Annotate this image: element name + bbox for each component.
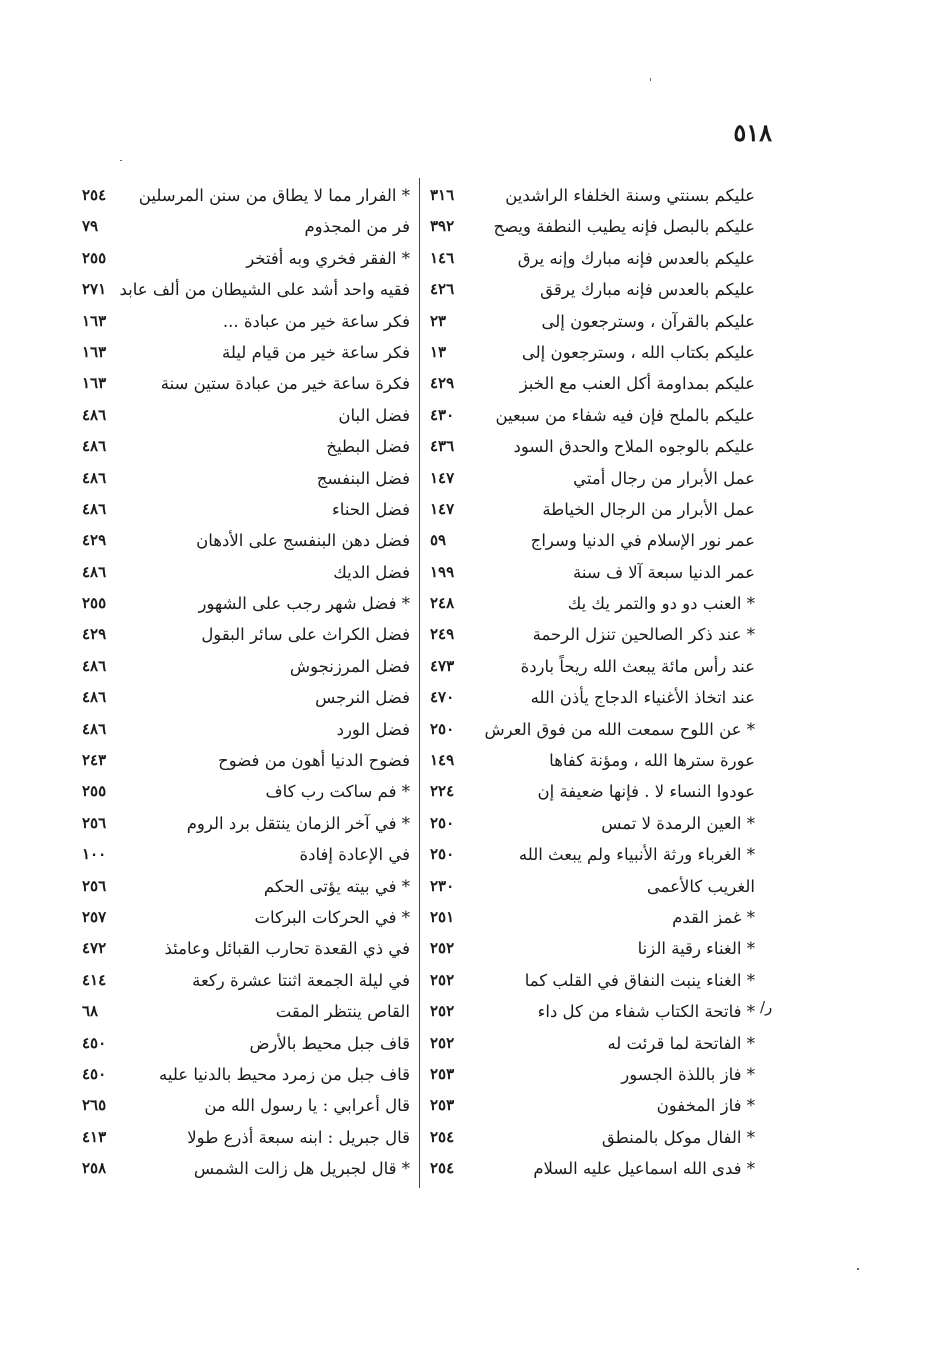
index-entry [80,588,410,619]
entry-text: * في آخر الزمان ينتقل برد الروم [186,813,410,833]
entry-page-number: ٤٥٠ [82,1033,107,1052]
entry-page-number: ٤٨٦ [82,562,107,581]
entry-text: * فاز المخفون [656,1096,755,1116]
entry-page-number: ١٠٠ [82,845,107,864]
entry-page-number: ١٦٣ [82,311,107,330]
page-number: ٥١٨ [733,118,772,147]
index-entry [80,211,410,242]
index-entry [80,1028,410,1059]
entry-page-number: ٧٩ [82,217,99,236]
entry-page-number: ٤١٣ [82,1127,107,1146]
column-divider [419,178,420,1188]
index-entry [430,494,755,525]
entry-page-number: ٢٥٦ [82,876,107,895]
index-entry [80,776,410,807]
entry-page-number: ٢٥٤ [430,1127,455,1146]
entry-page-number: ٢٧١ [82,280,107,299]
entry-text: * غمز القدم [672,907,755,927]
entry-page-number: ٢٥٢ [430,1033,455,1052]
entry-page-number: ٤٨٦ [82,656,107,675]
entry-text: * فاز باللذة الجسور [621,1064,755,1084]
entry-text: عليكم بالعدس فإنه مبارك وإنه يرق [517,248,755,268]
index-column-left [80,180,410,1185]
entry-text: فضل الديك [333,562,410,582]
index-entry [80,525,410,556]
index-entry [80,714,410,745]
entry-page-number: ٢٥٨ [82,1159,107,1178]
index-entry [430,1122,755,1153]
entry-page-number: ٢٥٣ [430,1096,455,1115]
index-entry [80,274,410,305]
index-entry [430,431,755,462]
index-entry [80,1090,410,1121]
entry-text: * الفقر فخري وبه أفتخر [246,248,410,268]
entry-page-number: ٢٥٥ [82,782,107,801]
index-entry [430,306,755,337]
entry-text: فر من المجذوم [304,217,410,237]
entry-text: عليكم بالبصل فإنه يطيب النطفة ويصح [493,217,755,237]
entry-text: فضل البطيخ [326,437,410,457]
index-entry [80,808,410,839]
entry-page-number: ٣٩٢ [430,217,455,236]
entry-text: فضل البان [338,405,410,425]
index-entry [430,1090,755,1121]
index-entry [80,463,410,494]
entry-page-number: ٢٥٧ [82,907,107,926]
index-entry [80,619,410,650]
index-entry [430,745,755,776]
index-entry [430,400,755,431]
index-entry [430,902,755,933]
index-entry [430,557,755,588]
index-entry [80,745,410,776]
entry-text: قاف جبل محيط بالأرض [249,1033,410,1053]
entry-page-number: ٢٥٠ [430,813,455,832]
entry-page-number: ١٤٦ [430,248,455,267]
entry-page-number: ٢٥٤ [430,1159,455,1178]
index-entry [80,337,410,368]
entry-text: فقيه واحد أشد على الشيطان من ألف عابد [119,280,410,300]
index-entry [430,1059,755,1090]
index-entry [430,337,755,368]
entry-text: في ليلة الجمعة اثنتا عشرة ركعة [192,970,410,990]
entry-text: * الفال موكل بالمنطق [601,1127,755,1147]
index-entry [430,714,755,745]
entry-text: * العنب دو دو والتمر يك يك [567,594,755,614]
index-entry [80,651,410,682]
index-entry [430,651,755,682]
entry-text: في الإعادة إفادة [299,845,410,865]
entry-text: * فم ساكت رب كاف [265,782,410,802]
entry-text: * عن اللوح سمعت الله من فوق العرش [484,719,755,739]
entry-page-number: ٤٢٩ [82,531,107,550]
entry-text: * الفرار مما لا يطاق من سنن المرسلين [138,186,410,205]
entry-text: عند اتخاذ الأغنياء الدجاج يأذن الله [530,688,755,708]
index-entry [430,965,755,996]
index-entry [430,996,755,1027]
entry-page-number: ٢٥٠ [430,719,455,738]
index-entry [80,431,410,462]
entry-text: * الغرباء ورثة الأنبياء ولم يبعث الله [518,845,755,865]
entry-text: فضل دهن البنفسج على الأدهان [196,531,410,551]
entry-page-number: ٤٨٦ [82,499,107,518]
entry-text: فضل النرجس [315,688,410,708]
entry-text: * العين الرمدة لا تمس [601,813,755,833]
entry-page-number: ٦٨ [82,1002,99,1021]
index-entry [80,180,410,211]
entry-page-number: ٢٥٠ [430,845,455,864]
entry-page-number: ٤٨٦ [82,719,107,738]
entry-text: فضل الحناء [332,499,410,519]
index-entry [430,243,755,274]
entry-text: عورة سترها الله ، ومؤنة كفاها [549,751,755,771]
index-entry [80,965,410,996]
entry-page-number: ٢٥٦ [82,813,107,832]
entry-text: * فضل شهر رجب على الشهور [198,594,410,614]
entry-page-number: ٢٤٨ [430,594,455,613]
entry-text: الغريب كالأعمى [646,876,755,896]
entry-page-number: ١٣ [430,342,447,361]
index-entry [430,682,755,713]
entry-text: عودوا النساء لا . فإنها ضعيفة إن [537,782,755,802]
entry-page-number: ٣١٦ [430,186,455,204]
entry-text: عليكم بمداومة أكل العنب مع الخبز [519,374,755,394]
entry-text: * فاتحة الكتاب شفاء من كل داء [537,1002,755,1022]
index-entry [80,933,410,964]
entry-page-number: ٢٥٥ [82,594,107,613]
entry-text: فكر ساعة خير من عبادة ... [222,311,410,331]
entry-text: * في بيته يؤتى الحكم [263,876,410,896]
entry-text: فضل الكراث على سائر البقول [201,625,410,645]
entry-text: * فدى الله اسماعيل عليه السلام [533,1159,755,1179]
entry-page-number: ١٤٧ [430,468,455,487]
entry-page-number: ٢٣ [430,311,447,330]
entry-text: * الغناء ينبت النفاق في القلب كما [524,970,755,990]
entry-text: * قال لجبريل هل زالت الشمس [193,1159,410,1179]
entry-page-number: ١٦٣ [82,342,107,361]
index-entry [80,682,410,713]
entry-page-number: ٤١٤ [82,970,107,989]
entry-text: عمل الأبرار من الرجال الخياطة [542,499,755,519]
index-entry [430,211,755,242]
entry-page-number: ١٩٩ [430,562,455,581]
index-entry [430,871,755,902]
entry-text: في ذي القعدة تحارب القبائل وعامئذ [164,939,410,959]
entry-page-number: ٤٧٣ [430,656,455,675]
index-entry [430,933,755,964]
index-entry [80,243,410,274]
entry-page-number: ٢٥٤ [82,186,107,204]
entry-text: عليكم بالقرآن ، وسترجعون إلى [541,311,755,331]
index-entry [80,871,410,902]
entry-page-number: ٤٨٦ [82,688,107,707]
index-entry [80,996,410,1027]
entry-text: * في الحركات البركات [254,907,410,927]
entry-text: عليكم بسنتي وسنة الخلفاء الراشدين [505,186,755,205]
index-entry [430,776,755,807]
entry-page-number: ٢٥٢ [430,970,455,989]
entry-text: فضوح الدنيا أهون من فضوح [218,751,410,771]
index-column-right [430,180,755,1185]
index-entry [430,808,755,839]
entry-page-number: ٥٩ [430,531,447,550]
entry-text: قال أعرابي : يا رسول الله من [204,1096,410,1116]
entry-page-number: ١٦٣ [82,374,107,393]
index-entry [430,1153,755,1184]
entry-text: عمر نور الإسلام في الدنيا وسراج [530,531,755,551]
entry-page-number: ٢٥١ [430,907,455,926]
entry-page-number: ٤٨٦ [82,437,107,456]
entry-text: * عند ذكر الصالحين تنزل الرحمة [532,625,755,645]
entry-text: فضل البنفسج [316,468,410,488]
index-entry [80,902,410,933]
entry-page-number: ١٤٧ [430,499,455,518]
entry-page-number: ٢٥٥ [82,248,107,267]
index-entry [80,306,410,337]
scan-speck [857,1268,859,1270]
entry-page-number: ٤٧٢ [82,939,107,958]
entry-text: عند رأس مائة يبعث الله ريحاً باردة [520,656,755,676]
entry-text: فضل المرزنجوش [289,656,410,676]
scan-speck [650,78,651,81]
entry-page-number: ٢٦٥ [82,1096,107,1115]
index-entry [80,494,410,525]
index-entry [80,557,410,588]
index-entry [80,1153,410,1184]
index-entry [430,1028,755,1059]
entry-page-number: ٤٨٦ [82,468,107,487]
index-entry [430,274,755,305]
index-entry [430,588,755,619]
entry-text: عليكم بالعدس فإنه مبارك يرقق [540,280,755,300]
entry-page-number: ٢٥٢ [430,939,455,958]
entry-text: * الفاتحة لما قرئت له [607,1033,755,1053]
entry-text: فضل الورد [336,719,410,739]
index-entry [430,839,755,870]
margin-note: ر/ [760,998,773,1016]
index-entry [430,619,755,650]
entry-text: قاف جبل من زمرد محيط بالدنيا عليه [159,1064,410,1084]
index-entry [80,400,410,431]
entry-text: عليكم بالوجوه الملاح والحدق السود [513,437,755,457]
entry-text: فكرة ساعة خير من عبادة ستين سنة [160,374,410,394]
index-entry [430,368,755,399]
entry-page-number: ٤٣٠ [430,405,455,424]
entry-page-number: ٢٥٣ [430,1064,455,1083]
entry-text: * الغناء رقية الزنا [637,939,755,959]
entry-page-number: ١٤٩ [430,751,455,770]
entry-text: عليكم بالملح فإن فيه شفاء من سبعين [495,405,755,425]
entry-page-number: ٤٧٠ [430,688,455,707]
entry-page-number: ٤٣٦ [430,437,455,456]
index-entry [430,525,755,556]
entry-page-number: ٢٤٣ [82,751,107,770]
index-entry [80,368,410,399]
index-entry [430,180,755,211]
entry-page-number: ٢٣٠ [430,876,455,895]
entry-page-number: ٤٢٩ [430,374,455,393]
entry-page-number: ٤٨٦ [82,405,107,424]
entry-text: عمر الدنيا سبعة آلا ف سنة [573,562,755,582]
entry-text: فكر ساعة خير من قيام ليلة [222,342,410,362]
index-entry [430,463,755,494]
entry-page-number: ٤٥٠ [82,1064,107,1083]
index-entry [80,839,410,870]
index-entry [80,1059,410,1090]
entry-page-number: ٤٢٦ [430,280,455,299]
index-entry [80,1122,410,1153]
entry-text: عمل الأبرار من رجال أمتي [573,468,755,488]
entry-text: عليكم بكتاب الله ، وسترجعون إلى [521,342,755,362]
entry-page-number: ٢٤٩ [430,625,455,644]
scan-speck [120,160,122,161]
entry-text: القاص ينتظر المقت [275,1002,410,1022]
entry-page-number: ٢٥٢ [430,1002,455,1021]
entry-page-number: ٢٢٤ [430,782,455,801]
entry-text: قال جبريل : ابنه سبعة أذرع طولا [187,1127,410,1147]
entry-page-number: ٤٢٩ [82,625,107,644]
